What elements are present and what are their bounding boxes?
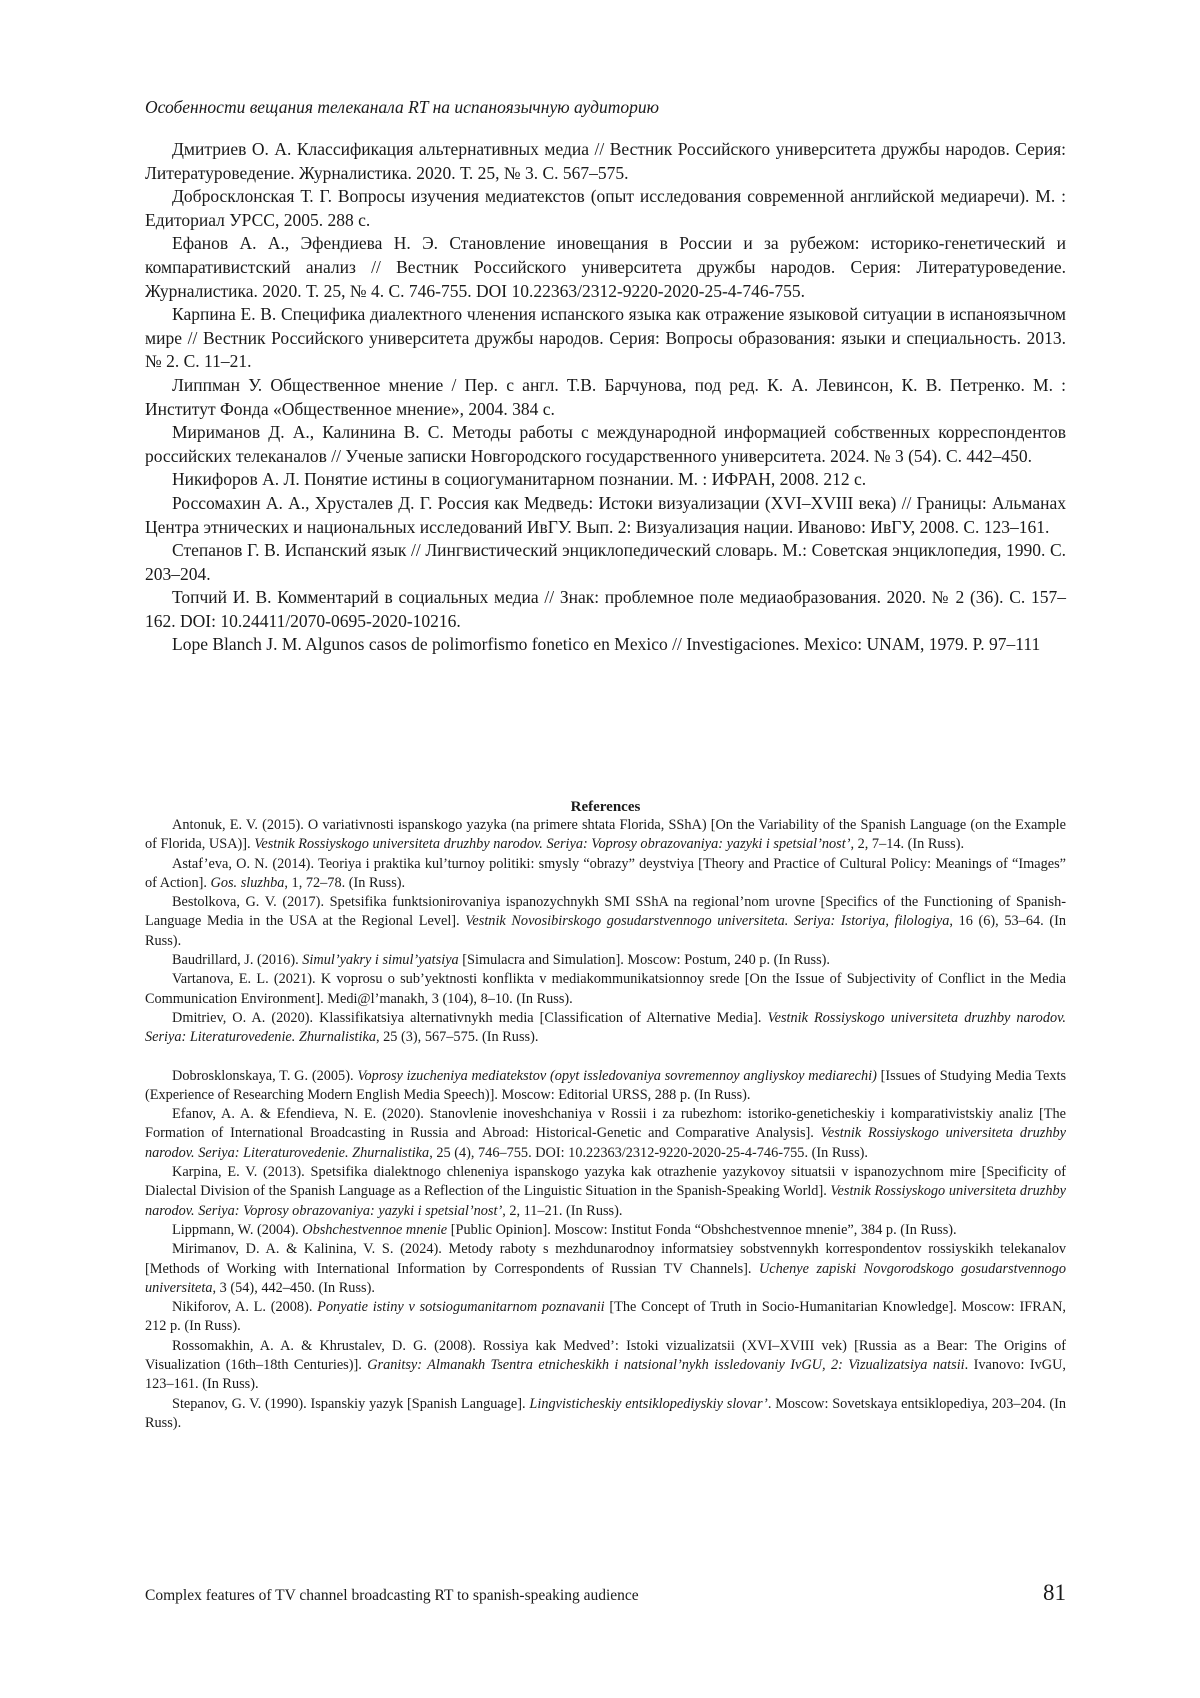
reference-item: Ефанов А. А., Эфендиева Н. Э. Становление иновещания в России и за рубежом: историко-генетический и компаративистский анализ // Вестник Российского университета дружбы народов. Серия: Литературоведение. Журналистика. 2020. Т. 25, № 4. С. 746-755. DOI 10.22363/2312-9220-2020-25-4-746-755. [145,233,1066,301]
reference-item: Карпина Е. В. Специфика диалектного членения испанского языка как отражение языковой ситуации в испаноязычном мире // Вестник Российского университета дружбы народов. Серия: Вопросы образования: языки и специальность. 2013. № 2. С. 11–21. [145,304,1066,372]
reference-item [145,1298,1066,1337]
reference-text: Stepanov, G. V. (1990). Ispanskiy yazyk [Spanish Language]. [172,1395,530,1412]
reference-source: Vestnik Rossiyskogo universiteta druzhby narodov. Seriya: Literaturovedenie. Zhurnalistika [145,1009,1066,1046]
reference-text: Vartanova, E. L. (2021). K voprosu o sub’yektnosti konflikta v mediakommunikatsionnoy srede [On the Issue of Subjectivity of Conflict in the Media Communication Environment]. Medi@l’manakh, 3 (104), 8–10. (In Russ). [145,971,1066,1007]
reference-item [145,1163,1066,1221]
reference-details: . Moscow: Sovetskaya entsiklopediya, 203–204. (In Russ). [145,1395,1066,1431]
reference-text: Efanov, A. A. & Efendieva, N. E. (2020). Stanovlenie inoveshchaniya v Rossii i za rubezhom: istoriko-geneticheskiy i komparativistskiy analiz [The Formation of International Broadcasting in Russia and Abroad: Historical-Genetic and Comparative Analysis]. [145,1106,1066,1142]
reference-text: Bestolkova, G. V. (2017). Spetsifika funktsionirovaniya ispanozychnykh SMI SShA na regional’nom urovne [Specifics of the Functioning of Spanish-Language Media in the USA at the Regional Level]. [145,894,1066,930]
reference-item: Липпман У. Общественное мнение / Пер. с англ. Т.В. Барчунова, под ред. К. А. Левинсон, К. В. Петренко. М. : Институт Фонда «Общественное мнение», 2004. 384 с. [145,374,1066,419]
reference-item: Дмитриев О. А. Классификация альтернативных медиа // Вестник Российского университета дружбы народов. Серия: Литературоведение. Журналистика. 2020. Т. 25, № 3. С. 567–575. [145,139,1066,183]
reference-details: . Ivanovo: IvGU, 123–161. (In Russ). [145,1357,1066,1393]
reference-item [145,1105,1066,1163]
reference-source: Vestnik Rossiyskogo universiteta druzhby narodov. Seriya: Voprosy obrazovaniya: yazyki i spetsial’nost’ [145,1183,1066,1219]
reference-text: Mirimanov, D. A. & Kalinina, V. S. (2024). Metody raboty s mezhdunarodnoy informatsiey sobstvennykh korrespondentov rossiyskikh telekanalov [Methods of Working with International Information by Correspondents of Russian TV Channels]. [145,1241,1066,1277]
reference-item: Россомахин А. А., Хрусталев Д. Г. Россия как Медведь: Истоки визуализации (XVI–XVIII века) // Границы: Альманах Центра этнических и национальных исследований ИвГУ. Вып. 2: Визуализация нации. Иваново: ИвГУ, 2008. С. 123–161. [145,492,1066,537]
reference-source: Vestnik Rossiyskogo universiteta druzhby narodov. Seriya: Voprosy obrazovaniya: yazyki i spetsial’nost’ [254,836,851,853]
reference-item: Lope Blanch J. M. Algunos casos de polimorfismo fonetico en Mexico // Investigaciones. Mexico: UNAM, 1979. P. 97–111 [172,634,1041,655]
reference-text: Dmitriev, O. A. (2020). Klassifikatsiya alternativnykh media [Classification of Alternative Media]. [172,1009,768,1026]
reference-source: Uchenye zapiski Novgorodskogo gosudarstvennogo universiteta [145,1260,1067,1296]
reference-source: Vestnik Rossiyskogo universiteta druzhby narodov. Seriya: Literaturovedenie. Zhurnalistika [145,1125,1066,1161]
reference-details: , 25 (4), 746–755. DOI: 10.22363/2312-9220-2020-25-4-746-755. (In Russ). [429,1144,868,1161]
reference-source: Gos. sluzhba [210,874,285,891]
reference-source: Granitsy: Almanakh Tsentra etnicheskikh i natsional’nykh issledovaniy IvGU, 2: Vizualizatsiya natsii [367,1357,965,1374]
reference-text: Lippmann, W. (2004). [172,1221,303,1238]
reference-details: [The Concept of Truth in Socio-Humanitarian Knowledge]. Moscow: IFRAN, 212 p. (In Russ). [145,1299,1066,1335]
references-russian [145,138,1066,657]
reference-item [145,1395,1066,1434]
reference-text: Rossomakhin, A. A. & Khrustalev, D. G. (2008). Rossiya kak Medved’: Istoki vizualizatsii (XVI–XVIII vek) [Russia as a Bear: The Origins of Visualization (16th–18th Centuries)]. [145,1337,1066,1374]
running-header: Особенности вещания телеканала RT на испаноязычную аудиторию [145,97,660,117]
reference-details: , 16 (6), 53–64. (In Russ). [145,913,1066,949]
reference-details: [Public Opinion]. Moscow: Institut Fonda “Obshchestvennoe mnenie”, 384 p. (In Russ). [447,1221,957,1238]
reference-item [145,951,1066,970]
reference-source: Simul’yakry i simul’yatsiya [302,952,459,969]
reference-item [145,1009,1066,1048]
reference-item: Степанов Г. В. Испанский язык // Лингвистический энциклопедический словарь. М.: Советская энциклопедия, 1990. С. 203–204. [145,540,1066,584]
reference-source: Vestnik Novosibirskogo gosudarstvennogo universiteta. Seriya: Istoriya, filologiya [465,913,950,930]
reference-item [145,1337,1066,1395]
reference-item: Никифоров А. Л. Понятие истины в социогуманитарном познании. М. : ИФРАН, 2008. 212 с. [172,469,867,490]
reference-details: [Issues of Studying Media Texts (Experience of Researching Modern English Media Speech)]. Moscow: Editorial URSS, 288 p. (In Russ). [145,1067,1067,1103]
footer-english-title: Complex features of TV channel broadcasting RT to spanish-speaking audience [145,1587,639,1604]
reference-text: Karpina, E. V. (2013). Spetsifika dialektnogo chleneniya ispanskogo yazyka kak otrazhenie yazykovoy situatsii v ispanozychnom mire [Specificity of Dialectal Division of the Spanish Language as a Reflection of the Linguistic Situation in the Spanish-Speaking World]. [145,1164,1066,1200]
reference-text: Antonuk, E. V. (2015). O variativnosti ispanskogo yazyka (na primere shtata Florida, SShA) [On the Variability of the Spanish Language (on the Example of Florida, USA)]. [145,817,1066,853]
reference-details: , 3 (54), 442–450. (In Russ). [212,1279,375,1296]
reference-item [145,1221,1066,1240]
reference-item: Топчий И. В. Комментарий в социальных медиа // Знак: проблемное поле медиаобразования. 2020. № 2 (36). С. 157–162. DOI: 10.24411/2070-0695-2020-10216. [145,587,1066,631]
reference-item [145,816,1066,855]
reference-item [145,1067,1066,1106]
reference-source: Ponyatie istiny v sotsiogumanitarnom poznavanii [317,1299,605,1316]
reference-source: Obshchestvennoe mnenie [302,1221,448,1238]
reference-details: , 1, 72–78. (In Russ). [284,874,406,891]
reference-details: , 2, 7–14. (In Russ). [850,836,965,853]
reference-source: Lingvisticheskiy entsiklopediyskiy slovar’ [529,1395,768,1412]
reference-item [145,1240,1066,1298]
reference-item [145,893,1066,951]
reference-details: [Simulacra and Simulation]. Moscow: Postum, 240 p. (In Russ). [458,952,830,969]
references-heading: References [570,799,641,815]
references-english [145,816,1066,1433]
reference-item: Добросклонская Т. Г. Вопросы изучения медиатекстов (опыт исследования современной английской медиаречи). М. : Едиториал УРСС, 2005. 288 с. [145,186,1066,230]
reference-text: Nikiforov, A. L. (2008). [172,1299,318,1316]
reference-item: Мириманов Д. А., Калинина В. С. Методы работы с международной информацией собственных корреспондентов российских телеканалов // Ученые записки Новгородского государственного университета. 2024. № 3 (54). С. 442–450. [145,422,1066,466]
reference-item [145,970,1066,1009]
reference-text: Baudrillard, J. (2016). [172,952,303,969]
page-number: 81 [1043,1580,1066,1605]
reference-text: Astaf’eva, O. N. (2014). Teoriya i praktika kul’turnoy politiki: smysly “obrazy” deystviya [Theory and Practice of Cultural Policy: Meanings of “Images” of Action]. [145,855,1066,891]
reference-details: , 2, 11–21. (In Russ). [502,1202,623,1219]
reference-item [145,855,1066,894]
reference-text: Dobrosklonskaya, T. G. (2005). [172,1067,358,1084]
reference-details: , 25 (3), 567–575. (In Russ). [375,1029,539,1046]
reference-source: Voprosy izucheniya mediatekstov (opyt issledovaniya sovremennoy angliyskoy mediarechi) [357,1067,877,1084]
